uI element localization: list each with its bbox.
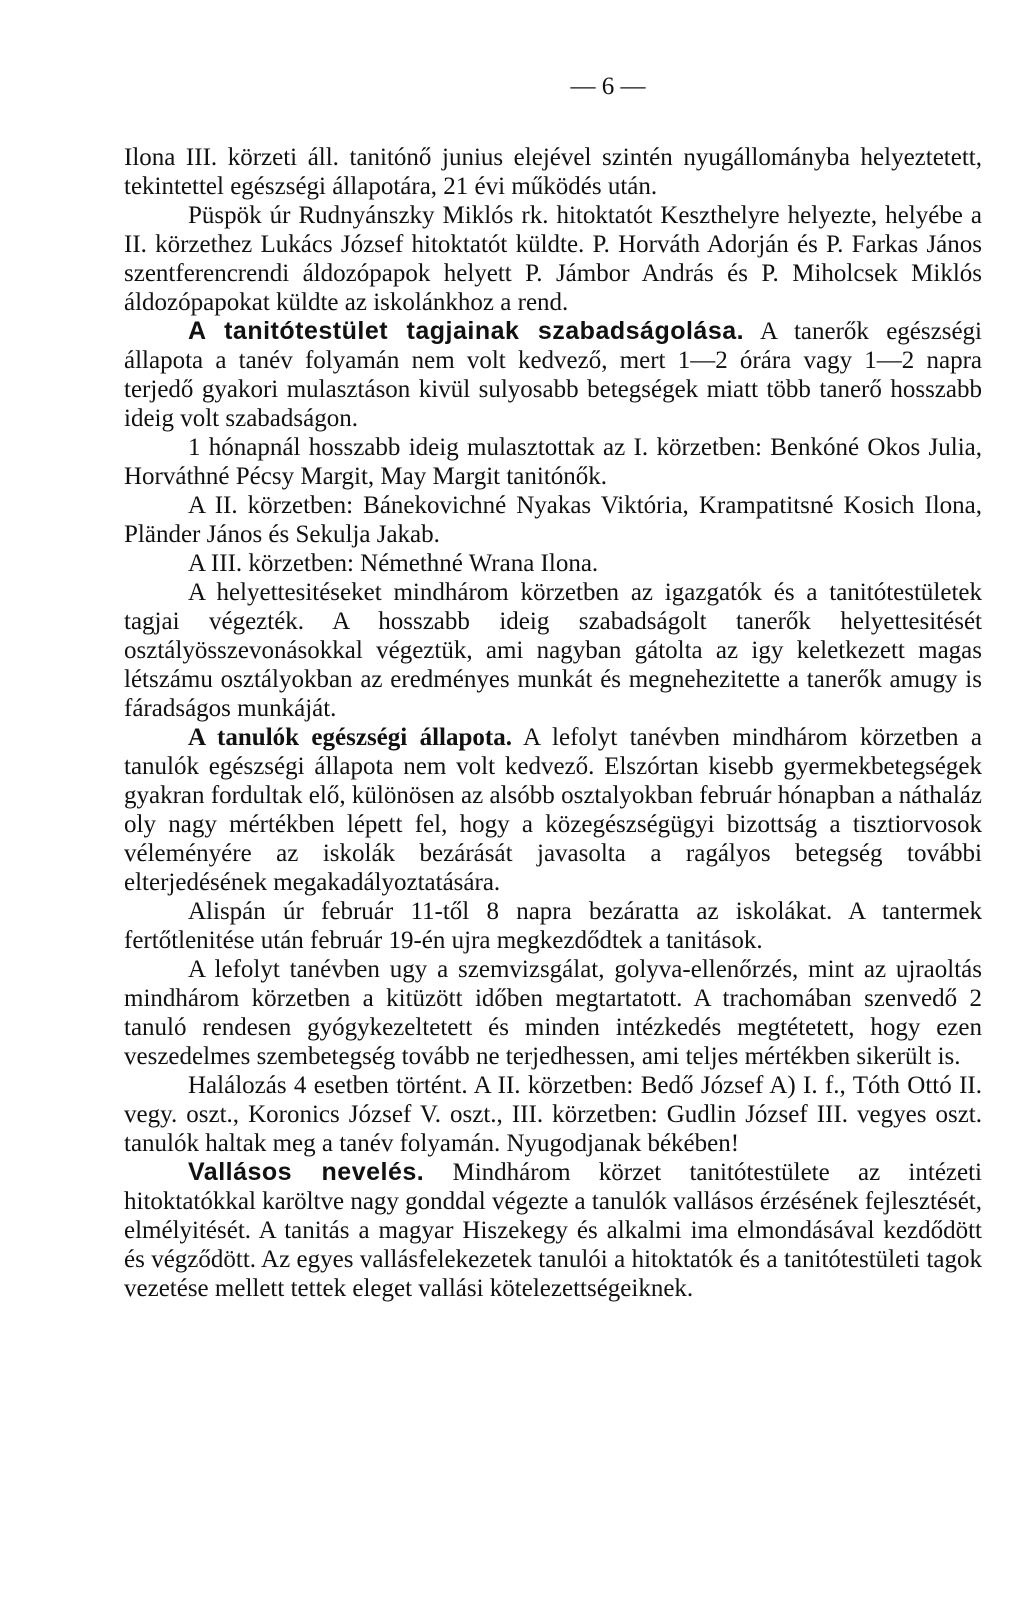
paragraph-10: A lefolyt tanévben ugy a szemvizsgálat, golyva-ellenőrzés, mint az ujraoltás mindhárom körzetben a kitüzött időben megtartatott. A trachomában szenvedő 2 tanuló rendesen gyógykezeltetett és minden intézkedés megtétetett, hogy ezen veszedelmes szembetegség tovább ne terjedhessen, ami teljes mértékben sikerült is. <box>124 956 982 1070</box>
section-heading-religious-education: Vallásos nevelés. <box>188 1158 425 1186</box>
paragraph-8-body: A lefolyt tanévben mindhárom körzetben a tanulók egészségi állapota nem volt kedvező. Elszórtan kisebb gyermekbetegségek gyakran fordultak elő, különösen az alsóbb osztalyokban február hónapban a náthaláz oly nagy mértékben lépett fel, hogy a közegészségügyi bizottság a tisztiorvosok véleményére az iskolák bezárását javasolta a ragályos betegség további elterjedésének megakadályoztatására. <box>124 724 983 896</box>
paragraph-11: Halálozás 4 esetben történt. A II. körzetben: Bedő József A) I. f., Tóth Ottó II. vegy. oszt., Koronics József V. oszt., III. körzetben: Gudlin József III. vegyes oszt. tanulók haltak meg a tanév folyamán. Nyugodjanak békében! <box>124 1072 982 1157</box>
paragraph-6: A III. körzetben: Némethné Wrana Ilona. <box>188 550 599 577</box>
section-heading-student-health: A tanulók egészségi állapota. <box>188 724 512 751</box>
paragraph-3 <box>124 317 982 433</box>
paragraph-7: A helyettesitéseket mindhárom körzetben az igazgatók és a tanitótestületek tagjai végezték. A hosszabb ideig szabadságolt tanerők helyettesitését osztályösszevonásokkal végeztük, ami nagyban gátolta az igy keletkezett magas létszámu osztályokban az eredményes munkát és megnehezitette a tanerők amugy is fáradságos munkáját. <box>124 579 982 722</box>
paragraph-4: 1 hónapnál hosszabb ideig mulasztottak az I. körzetben: Benkóné Okos Julia, Horváthné Pécsy Margit, May Margit tanitónők. <box>124 434 982 490</box>
paragraph-9: Alispán úr február 11-től 8 napra bezáratta az iskolákat. A tantermek fertőtlenitése után február 19-én ujra megkezdődtek a tanitások. <box>124 898 982 954</box>
document-page <box>124 72 982 1303</box>
section-heading-staff-leave: A tanitótestület tagjainak szabadságolása. <box>188 317 745 345</box>
page-number: — 6 — <box>570 73 646 100</box>
paragraph-1: Ilona III. körzeti áll. tanitónő junius elejével szintén nyugállományba helyeztetett, tekintettel egészségi állapotára, 21 évi működés után. <box>124 144 982 200</box>
paragraph-3-body: A tanerők egészségi állapota a tanév folyamán nem volt kedvező, mert 1—2 órára vagy 1—2 napra terjedő gyakori mulasztáson kivül sulyosabb betegségek miatt több tanerő hosszabb ideig volt szabadságon. <box>124 318 982 432</box>
paragraph-5: A II. körzetben: Bánekovichné Nyakas Viktória, Krampatitsné Kosich Ilona, Pländer János és Sekulja Jakab. <box>124 492 982 548</box>
paragraph-12-body: Mindhárom körzet tanitótestülete az intézeti hitoktatókkal karöltve nagy gonddal végezte a tanulók vallásos érzésének fejlesztését, elmélyitését. A tanitás a magyar Hiszekegy és alkalmi ima elmondásával kezdődött és végződött. Az egyes vallásfelekezetek tanulói a hitoktatók és a tanitótestületi tagok vezetése mellett tettek eleget vallási kötelezettségeiknek. <box>124 1159 983 1302</box>
paragraph-12 <box>124 1158 982 1303</box>
paragraph-8 <box>124 723 982 897</box>
paragraph-2: Püspök úr Rudnyánszky Miklós rk. hitoktatót Keszthelyre helyezte, helyébe a II. körzethez Lukács József hitoktatót küldte. P. Horváth Adorján és P. Farkas János szentferencrendi áldozópapok helyett P. Jámbor András és P. Miholcsek Miklós áldozópapokat küldte az iskolánkhoz a rend. <box>124 202 982 316</box>
